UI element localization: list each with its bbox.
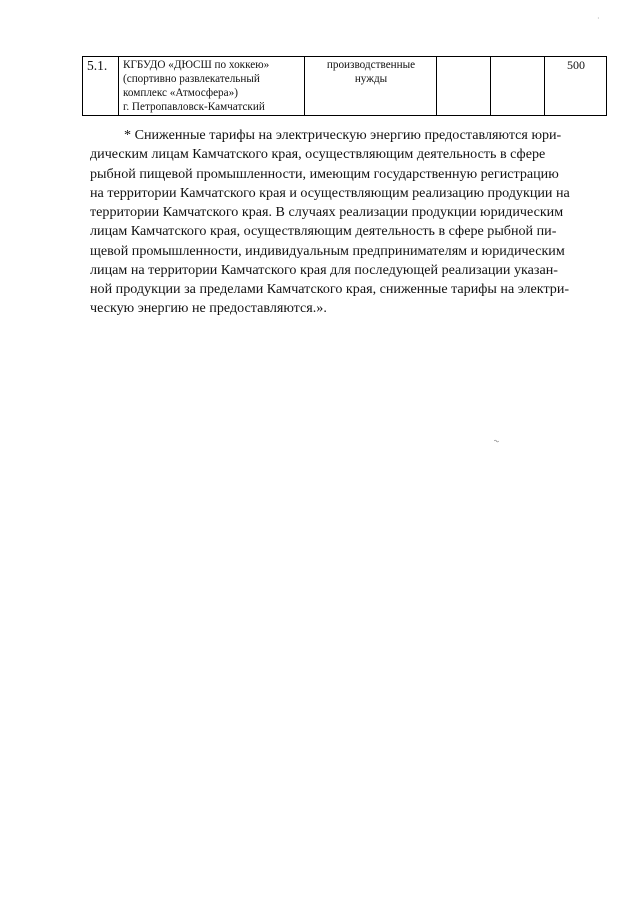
organization-line: (спортивно развлекательный [123, 73, 260, 85]
footnote-line: щевой промышленности, индивидуальным предпринимателям и юридическим [90, 242, 565, 259]
purpose-line: нужды [354, 73, 388, 85]
organization-cell [119, 57, 305, 116]
footnote-line: * Сниженные тарифы на электрическую энергию предоставляются юри- [124, 127, 562, 143]
purpose-line: производственные [326, 59, 416, 71]
empty-cell [437, 57, 491, 116]
organization-line: комплекс «Атмосфера») [123, 87, 238, 99]
footnote-paragraph [90, 126, 606, 319]
organization-line: г. Петропавловск-Камчатский [123, 101, 265, 113]
empty-cell [491, 57, 545, 116]
footnote-line: ной продукции за пределами Камчатского края, сниженные тарифы на электри- [90, 281, 570, 297]
row-number-cell: 5.1. [83, 57, 119, 116]
footnote-line: рыбной пищевой промышленности, имеющим государственную регистрацию [90, 165, 559, 182]
footnote-line: на территории Камчатского края и осуществляющим реализацию продукции на [90, 184, 570, 201]
table-row [83, 57, 607, 116]
footnote-line: лицам Камчатского края, осуществляющим деятельность в сфере рыбной пи- [90, 223, 557, 240]
organization-line: КГБУДО «ДЮСШ по хоккею» [123, 59, 270, 71]
value-cell: 500 [545, 57, 607, 116]
purpose-cell [305, 57, 437, 116]
footnote-line: лицам на территории Камчатского края для последующей реализации указан- [90, 261, 558, 278]
stray-pen-mark: ~ [492, 435, 501, 447]
footnote-line: ческую энергию не предоставляются.». [90, 300, 327, 317]
footnote-line: дическим лицам Камчатского края, осуществляющим деятельность в сфере [90, 146, 546, 163]
footnote-line: территории Камчатского края. В случаях реализации продукции юридическим [90, 204, 564, 220]
corner-dot-mark: · [597, 14, 600, 23]
tariff-table [82, 56, 607, 116]
